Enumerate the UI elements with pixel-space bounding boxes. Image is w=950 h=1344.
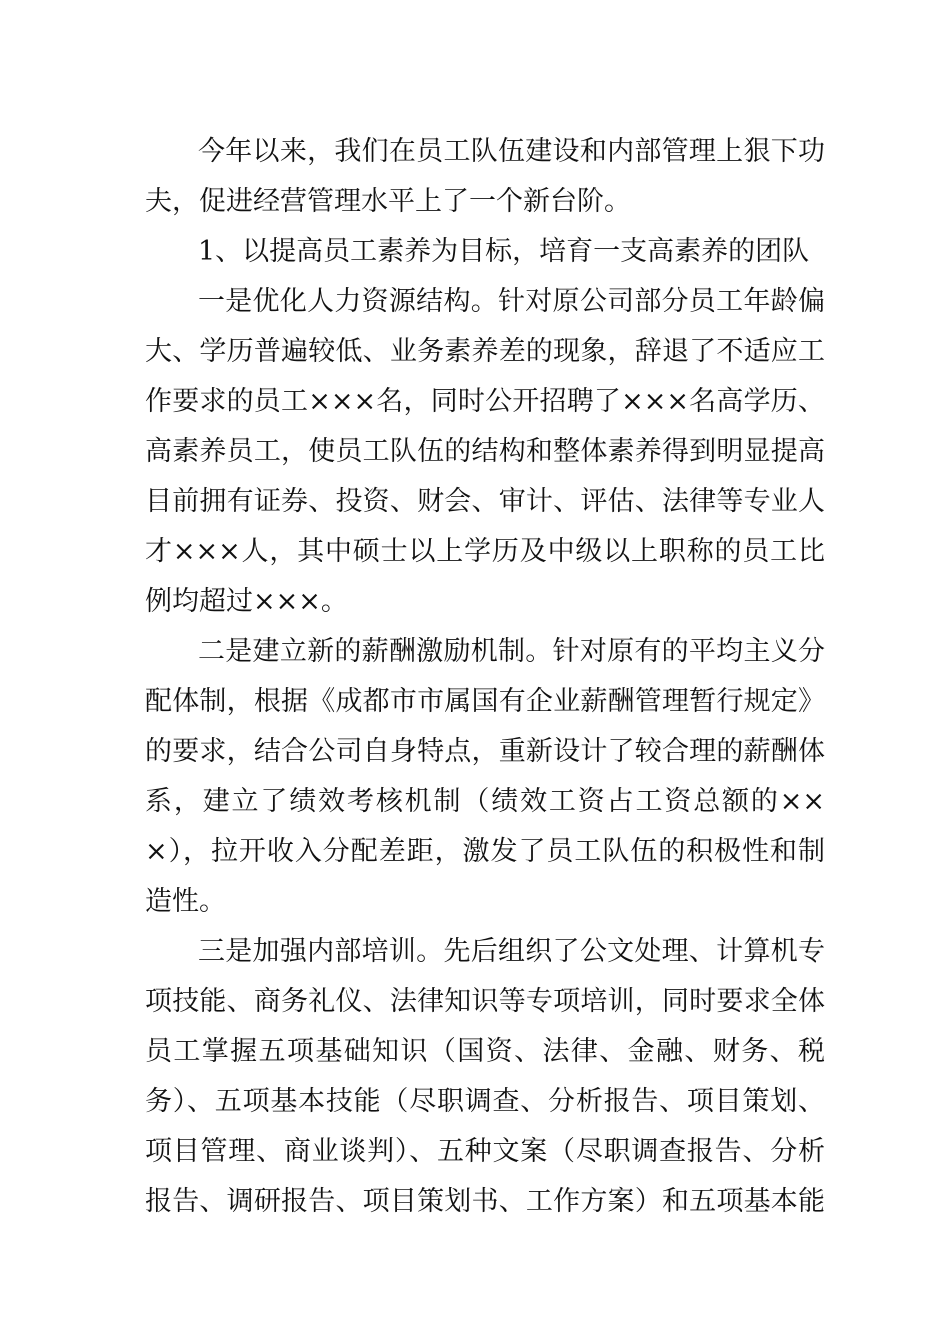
paragraph-line: 一是优化人力资源结构。针对原公司部分员工年龄偏	[198, 286, 825, 317]
paragraph-line: 今年以来，我们在员工队伍建设和内部管理上狠下功	[198, 136, 825, 167]
paragraph-line: 例均超过×××。	[145, 586, 348, 617]
paragraph-line: 务）、五项基本技能（尽职调查、分析报告、项目策划、	[145, 1086, 825, 1117]
paragraph-line: 大、学历普遍较低、业务素养差的现象，辞退了不适应工	[145, 336, 825, 367]
paragraph-line: 配体制，根据《成都市市属国有企业薪酬管理暂行规定》	[145, 686, 825, 717]
paragraph-line: 作要求的员工×××名，同时公开招聘了×××名高学历、	[145, 386, 825, 417]
paragraph-line: 造性。	[145, 886, 226, 917]
paragraph-line: 系，建立了绩效考核机制（绩效工资占工资总额的××	[145, 786, 825, 817]
section-heading: 1、以提高员工素养为目标，培育一支高素养的团队	[198, 236, 810, 267]
paragraph-line: 夫，促进经营管理水平上了一个新台阶。	[145, 186, 631, 217]
paragraph-line: 项技能、商务礼仪、法律知识等专项培训，同时要求全体	[145, 986, 825, 1017]
paragraph-line: 高素养员工，使员工队伍的结构和整体素养得到明显提高	[145, 436, 825, 467]
paragraph-line: 的要求，结合公司自身特点，重新设计了较合理的薪酬体	[145, 736, 825, 767]
paragraph-line: 才×××人，其中硕士以上学历及中级以上职称的员工比	[145, 536, 825, 567]
paragraph-line: 三是加强内部培训。先后组织了公文处理、计算机专	[198, 936, 825, 967]
paragraph-line: 项目管理、商业谈判）、五种文案（尽职调查报告、分析	[145, 1136, 825, 1167]
paragraph-line: ×），拉开收入分配差距，激发了员工队伍的积极性和制	[145, 836, 825, 867]
paragraph-line: 员工掌握五项基础知识（国资、法律、金融、财务、税	[145, 1036, 825, 1067]
paragraph-line: 二是建立新的薪酬激励机制。针对原有的平均主义分	[198, 636, 825, 667]
paragraph-line: 报告、调研报告、项目策划书、工作方案）和五项基本能	[145, 1186, 825, 1217]
paragraph-line: 目前拥有证券、投资、财会、审计、评估、法律等专业人	[145, 486, 825, 517]
